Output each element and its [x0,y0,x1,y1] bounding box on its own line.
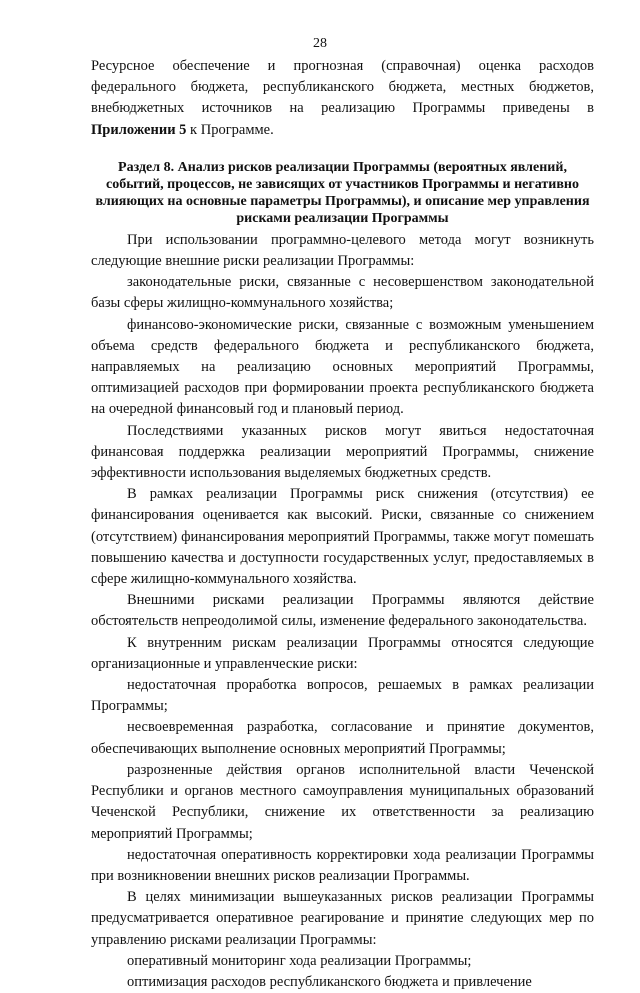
document-body [91,56,594,993]
paragraph: оперативный мониторинг хода реализации Программы; [127,952,472,969]
paragraph: Последствиями указанных рисков могут явиться недостаточная финансовая поддержка реализации мероприятий Программы, снижение эффективности использования выделяемых бюджетных средств. [91,422,594,482]
intro-paragraph [91,56,594,141]
intro-text: Ресурсное обеспечение и прогнозная (справочная) оценка расходов федерального бюджета, республиканского бюджета, местных бюджетов, внебюджетных источников на реализацию Программы приведены в [91,58,594,117]
paragraph: несвоевременная разработка, согласование и принятие документов, обеспечивающих выполнение основных мероприятий Программы; [91,719,594,757]
section-heading: Раздел 8. Анализ рисков реализации Программы (вероятных явлений, событий, процессов, не зависящих от участников Программы и негативно влияющих на основные параметры Программы), и описание мер управления рисками реализации Программы [95,159,590,226]
paragraph: В рамках реализации Программы риск снижения (отсутствия) ее финансирования оценивается как высокий. Риски, связанные со снижением (отсутствием) финансирования мероприятий Программы, также могут помешать повышению качества и доступности государственных услуг, предоставляемых в сфере жилищно-коммунального хозяйства. [91,486,594,588]
paragraph: При использовании программно-целевого метода могут возникнуть следующие внешние риски реализации Программы: [91,231,594,270]
page-number: 28 [313,36,327,51]
paragraph: разрозненные действия органов исполнительной власти Чеченской Республики и органов местного самоуправления муниципальных образований Чеченской Республики, снижение их ответственности за реализацию мероприятий Программы; [91,761,594,842]
paragraph: законодательные риски, связанные с несовершенством законодательной базы сферы жилищно-коммунального хозяйства; [91,274,594,312]
paragraph: недостаточная оперативность корректировки хода реализации Программы при возникновении внешних рисков реализации Программы. [91,846,594,884]
paragraph: финансово-экономические риски, связанные с возможным уменьшением объема средств федерального бюджета и республиканского бюджета, направляемых на реализацию основных мероприятий Программы, оптимизацией расходов при формировании проекта республиканского бюджета на очередной финансовый год и плановый период. [91,316,594,418]
paragraph: В целях минимизации вышеуказанных рисков реализации Программы предусматривается оперативное реагирование и принятие следующих мер по управлению рисками реализации Программы: [91,889,594,948]
paragraph: Внешними рисками реализации Программы являются действие обстоятельств непреодолимой силы, изменение федерального законодательства. [91,592,594,630]
intro-tail: к Программе. [186,121,274,138]
paragraph: К внутренним рискам реализации Программы относятся следующие организационные и управленческие риски: [91,634,594,672]
paragraph: оптимизация расходов республиканского бюджета и привлечение [127,973,532,990]
appendix-reference: Приложении 5 [91,121,187,138]
paragraph: недостаточная проработка вопросов, решаемых в рамках реализации Программы; [91,677,594,715]
